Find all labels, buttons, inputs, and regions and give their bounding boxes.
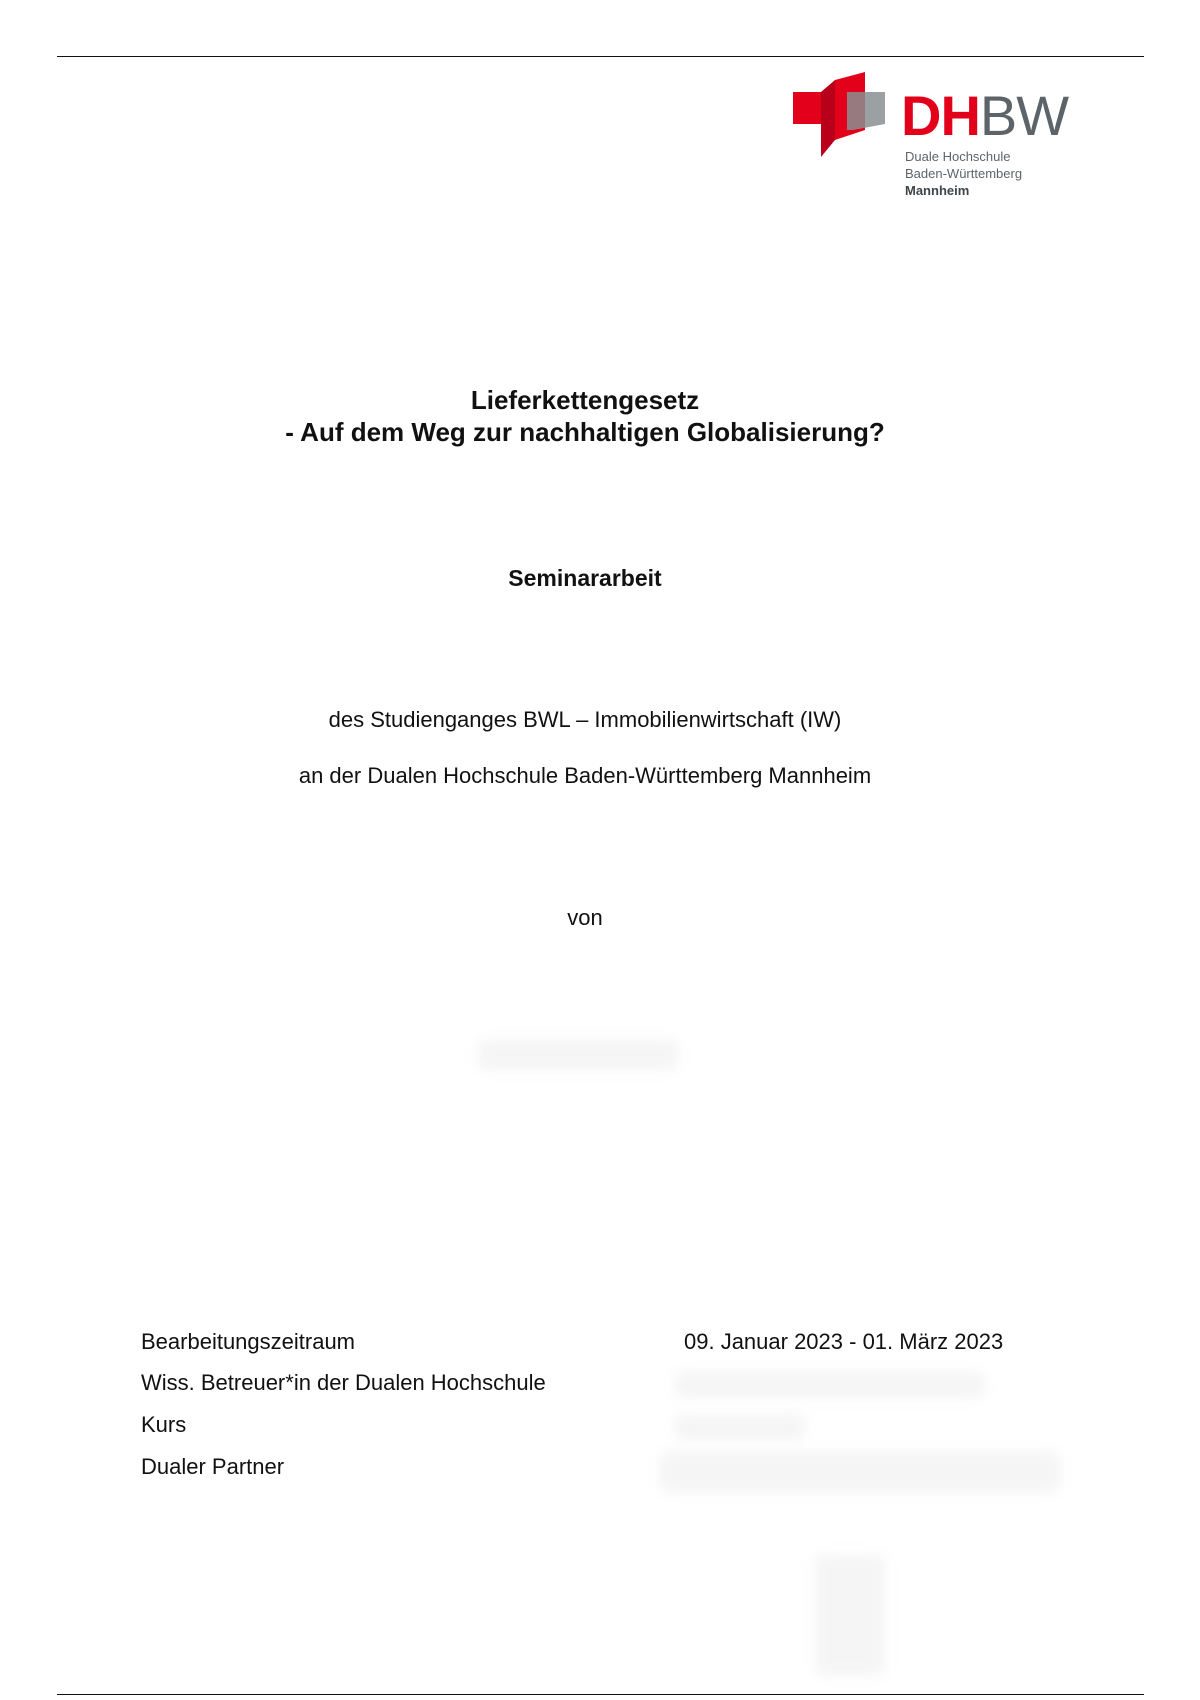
- university-line: an der Dualen Hochschule Baden-Württemberg Mannheim: [298, 763, 872, 788]
- redacted-partner: [660, 1452, 1060, 1492]
- redacted-supervisor: [675, 1372, 985, 1398]
- logo-wordmark-bw: BW: [979, 84, 1069, 147]
- label-supervisor: Wiss. Betreuer*in der Dualen Hochschule: [141, 1370, 546, 1395]
- logo-subtitle-line2: Baden-Württemberg: [905, 166, 1023, 181]
- title-line-1: Lieferkettengesetz: [470, 385, 700, 415]
- document-title: [0, 384, 1170, 448]
- title-line-2: - Auf dem Weg zur nachhaltigen Globalisierung?: [285, 417, 885, 447]
- study-program: des Studienganges BWL – Immobilienwirtschaft (IW): [328, 707, 842, 732]
- logo-location: Mannheim: [905, 183, 970, 198]
- label-period: Bearbeitungszeitraum: [141, 1329, 356, 1354]
- dhbw-logo: [793, 72, 1068, 207]
- logo-wordmark: [901, 84, 1069, 147]
- redacted-signature: [815, 1555, 885, 1675]
- redacted-author-name: [478, 1040, 678, 1070]
- author-intro: von: [567, 905, 603, 930]
- dhbw-logo-icon: [793, 72, 893, 167]
- logo-wordmark-dh: DH: [901, 84, 980, 147]
- logo-subtitle-line1: Duale Hochschule: [905, 149, 1011, 164]
- label-partner: Dualer Partner: [141, 1454, 285, 1479]
- logo-subtitle: [905, 148, 1022, 199]
- label-course: Kurs: [141, 1412, 187, 1437]
- document-type: Seminararbeit: [508, 565, 662, 591]
- value-period: 09. Januar 2023 - 01. März 2023: [684, 1329, 1004, 1354]
- bottom-rule: [57, 1694, 1144, 1695]
- redacted-course: [675, 1414, 805, 1440]
- top-rule: [57, 56, 1144, 57]
